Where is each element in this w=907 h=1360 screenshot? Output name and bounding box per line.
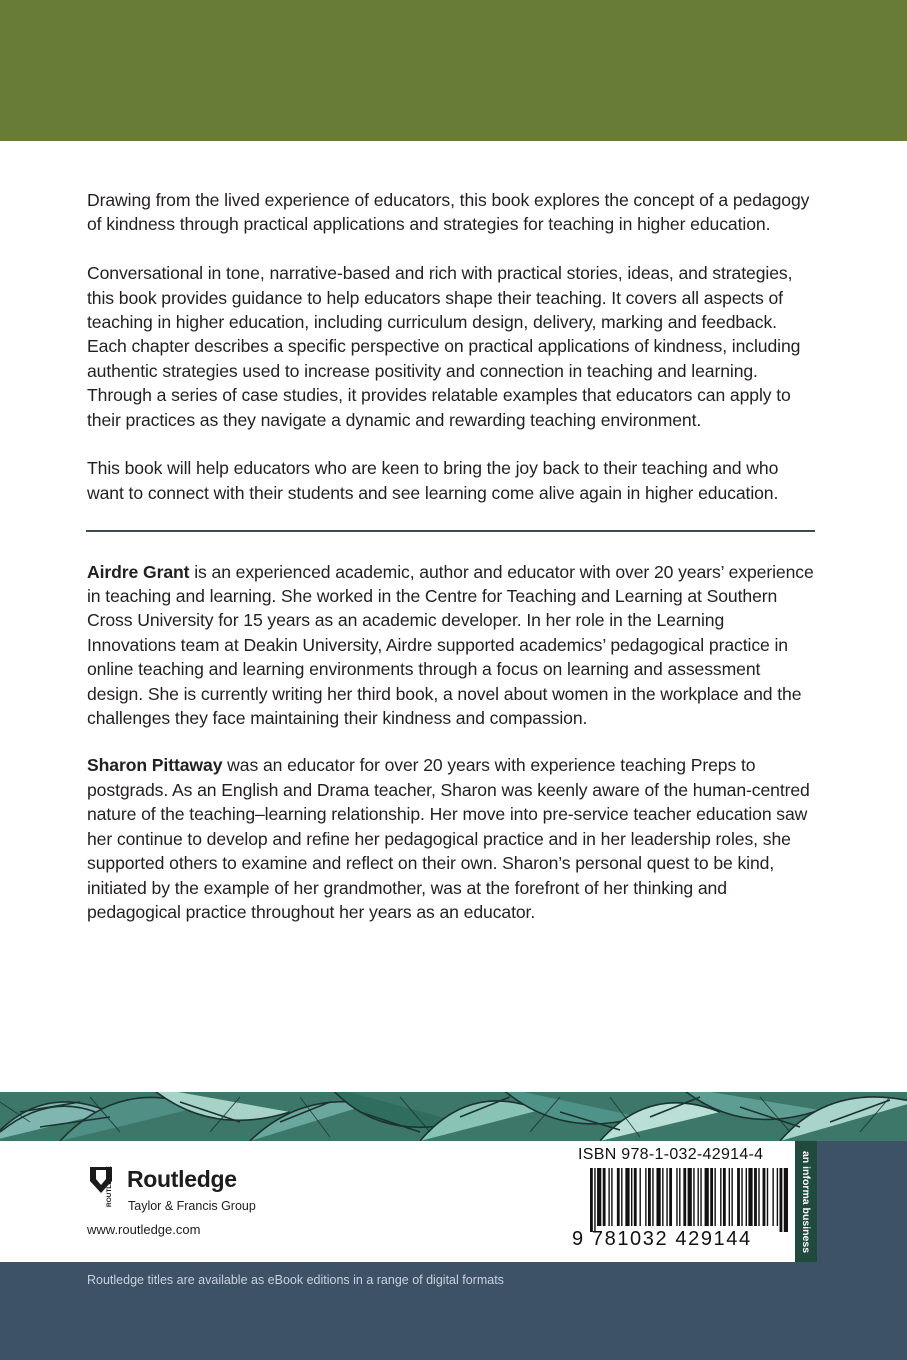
- barcode-bar: [625, 1168, 629, 1226]
- barcode-bar: [705, 1168, 709, 1226]
- barcode-bar: [621, 1168, 622, 1226]
- barcode-bar: [666, 1168, 667, 1226]
- barcode-bar: [631, 1168, 632, 1226]
- barcode-bar: [597, 1168, 601, 1226]
- author-bio-text-1: is an experienced academic, author and educator with over 20 years’ experience in teaching and learning. She worked in the Centre for Teaching and Learning at Southern Cross University for 15 years as an academic developer. In her role in the Learning Innovations team at Deakin University, Airdre supported academics’ pedagogical practice in online teaching and learning environments through a focus on learning and assessment design. She is currently writing her third book, a novel about women in the workplace and the challenges they face maintaining their kindness and compassion.: [87, 561, 814, 729]
- description-paragraph-2: Conversational in tone, narrative-based and rich with practical stories, ideas, and strategies, this book provides guidance to help educators shape their teaching. It covers all aspects of teaching in higher education, including curriculum design, delivery, marking and feedback. Each chapter describes a specific perspective on practical applications of kindness, including authentic strategies used to increase positivity and connection in teaching and learning. Through a series of case studies, it provides relatable examples that educators can apply to their practices as they navigate a dynamic and rewarding teaching environment.: [87, 263, 801, 430]
- barcode-bar: [784, 1168, 788, 1232]
- barcode-bar: [634, 1168, 637, 1226]
- barcode-bar: [676, 1168, 677, 1226]
- barcode-bar: [617, 1168, 620, 1226]
- barcode-bar: [777, 1168, 778, 1226]
- section-divider: [86, 530, 815, 532]
- author-name-2: Sharon Pittaway: [87, 755, 223, 776]
- barcode-bar: [669, 1168, 672, 1226]
- barcode-bar: [767, 1168, 768, 1226]
- logo-vertical-text: ROUTLEDGE: [106, 1166, 113, 1207]
- isbn-label: ISBN 978-1-032-42914-4: [578, 1146, 764, 1163]
- barcode-bar: [693, 1168, 694, 1226]
- barcode-bar: [723, 1168, 726, 1226]
- barcode-bar: [720, 1168, 721, 1226]
- author-bio-1: [87, 560, 815, 731]
- barcode-bar: [679, 1168, 680, 1226]
- barcode-bar: [662, 1168, 663, 1226]
- barcode-bar: [780, 1168, 783, 1232]
- barcode-bar: [656, 1168, 660, 1226]
- barcode-bar: [737, 1168, 740, 1226]
- publisher-group: Taylor & Francis Group: [128, 1199, 256, 1213]
- barcode-bar: [710, 1168, 713, 1226]
- barcode-bar: [688, 1168, 692, 1226]
- barcode-bar: [697, 1168, 698, 1226]
- barcode-icon: [590, 1168, 788, 1232]
- barcode-bar: [700, 1168, 701, 1226]
- barcode-bar: [731, 1168, 732, 1226]
- barcode-bar: [611, 1168, 612, 1226]
- leaf-pattern-illustration: [0, 1092, 907, 1141]
- barcode-bar: [645, 1168, 646, 1226]
- barcode-bar: [748, 1168, 752, 1226]
- barcode-bar: [648, 1168, 651, 1226]
- back-cover-text: [87, 188, 815, 947]
- author-bio-text-2: was an educator for over 20 years with experience teaching Preps to postgrads. As an English and Drama teacher, Sharon was keenly aware of the human-centred nature of the teaching–learning relationship. Her move into pre-service teacher education saw her continue to develop and refine her pedagogical practice and in her leadership roles, she supported others to examine and reflect on their own. Sharon’s personal quest to be kind, initiated by the example of her grandmother, was at the forefront of her thinking and pedagogical practice throughout her years as an educator.: [87, 755, 810, 922]
- leaf-pattern-band: [0, 1092, 907, 1141]
- publisher-url[interactable]: www.routledge.com: [87, 1222, 201, 1237]
- barcode-bar: [683, 1168, 686, 1226]
- barcode-bar: [729, 1168, 730, 1226]
- barcode-bar: [763, 1168, 766, 1226]
- barcode-bar: [640, 1168, 641, 1226]
- description-paragraph-1: Drawing from the lived experience of educators, this book explores the concept of a pedagogy of kindness through practical applications and strategies for teaching in higher education.: [87, 190, 810, 235]
- barcode-bar: [754, 1168, 757, 1226]
- bottom-band: [0, 1262, 907, 1360]
- barcode-bar: [603, 1168, 606, 1226]
- informa-label: an informa business: [800, 1150, 812, 1253]
- barcode-bar: [741, 1168, 742, 1226]
- top-color-band: [0, 0, 907, 141]
- informa-strip: [795, 1141, 817, 1262]
- barcode-bar: [652, 1168, 653, 1226]
- author-bio-2: [87, 753, 815, 924]
- description-paragraph-3: This book will help educators who are keen to bring the joy back to their teaching and who want to connect with their students and see learning come alive again in higher education.: [87, 458, 779, 503]
- barcode-bar: [594, 1168, 595, 1232]
- routledge-logo-icon: [86, 1165, 116, 1220]
- barcode-bar: [608, 1168, 609, 1226]
- barcode-bar: [758, 1168, 759, 1226]
- barcode-bar: [714, 1168, 715, 1226]
- ebook-note: Routledge titles are available as eBook editions in a range of digital formats: [87, 1273, 504, 1287]
- barcode-bar: [746, 1168, 747, 1226]
- barcode-digits: 9 781032 429144: [572, 1228, 752, 1250]
- barcode-bar: [590, 1168, 593, 1232]
- publisher-name: Routledge: [127, 1166, 237, 1192]
- barcode-bar: [772, 1168, 773, 1226]
- right-navy-strip: [817, 1141, 907, 1262]
- author-name-1: Airdre Grant: [87, 561, 190, 582]
